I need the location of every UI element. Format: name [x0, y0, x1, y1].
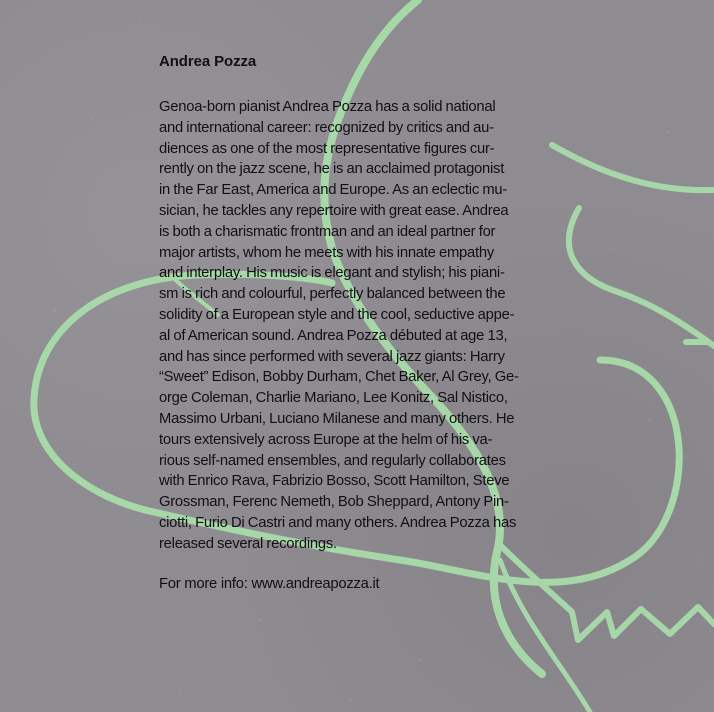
- bio-line-5: in the Far East, America and Europe. As an eclectic mu-: [159, 182, 508, 199]
- bio-line-21: ciotti, Furio Di Castri and many others. Andrea Pozza has: [159, 514, 517, 531]
- bio-line-4: rently on the jazz scene, he is an acclaimed protagonist: [159, 161, 505, 178]
- bio-line-6: sician, he tackles any repertoire with great ease. Andrea: [159, 202, 509, 219]
- bio-line-18: rious self-named ensembles, and regularly collaborates: [159, 452, 506, 469]
- bio-line-15: orge Coleman, Charlie Mariano, Lee Konitz, Sal Nistico,: [159, 390, 508, 407]
- bio-line-2: and international career: recognized by critics and au-: [159, 119, 494, 136]
- bio-line-20: Grossman, Ferenc Nemeth, Bob Sheppard, Antony Pin-: [159, 494, 509, 511]
- bio-line-9: and interplay. His music is elegant and stylish; his piani-: [159, 265, 505, 282]
- bio-line-13: and has since performed with several jazz giants: Harry: [159, 348, 505, 365]
- bio-line-16: Massimo Urbani, Luciano Milanese and many others. He: [159, 410, 515, 427]
- bio-line-17: tours extensively across Europe at the helm of his va-: [159, 431, 493, 448]
- bio-line-14: “Sweet” Edison, Bobby Durham, Chet Baker, Al Grey, Ge-: [159, 369, 519, 386]
- bio-line-12: al of American sound. Andrea Pozza débuted at age 13,: [159, 327, 508, 344]
- bio-line-7: is both a charismatic frontman and an ideal partner for: [159, 223, 496, 240]
- sketch-brow-curve: [552, 145, 714, 190]
- bio-paragraph: [159, 97, 559, 555]
- bio-line-10: sm is rich and colourful, perfectly balanced between the: [159, 286, 506, 303]
- bio-line-3: diences as one of the most representative figures cur-: [159, 140, 495, 157]
- bio-line-11: solidity of a European style and the cool, seductive appe-: [159, 306, 515, 323]
- bio-title: Andrea Pozza: [159, 53, 257, 70]
- sketch-face-profile: [569, 208, 714, 346]
- bio-line-19: with Enrico Rava, Fabrizio Bosso, Scott Hamilton, Steve: [159, 473, 510, 490]
- more-info-text: For more info: www.andreapozza.it: [159, 575, 380, 592]
- bio-line-22: released several recordings.: [159, 535, 337, 552]
- bio-line-1: Genoa-born pianist Andrea Pozza has a solid national: [159, 99, 496, 115]
- bio-text-block: [159, 52, 559, 594]
- bio-line-8: major artists, whom he meets with his innate empathy: [159, 244, 494, 261]
